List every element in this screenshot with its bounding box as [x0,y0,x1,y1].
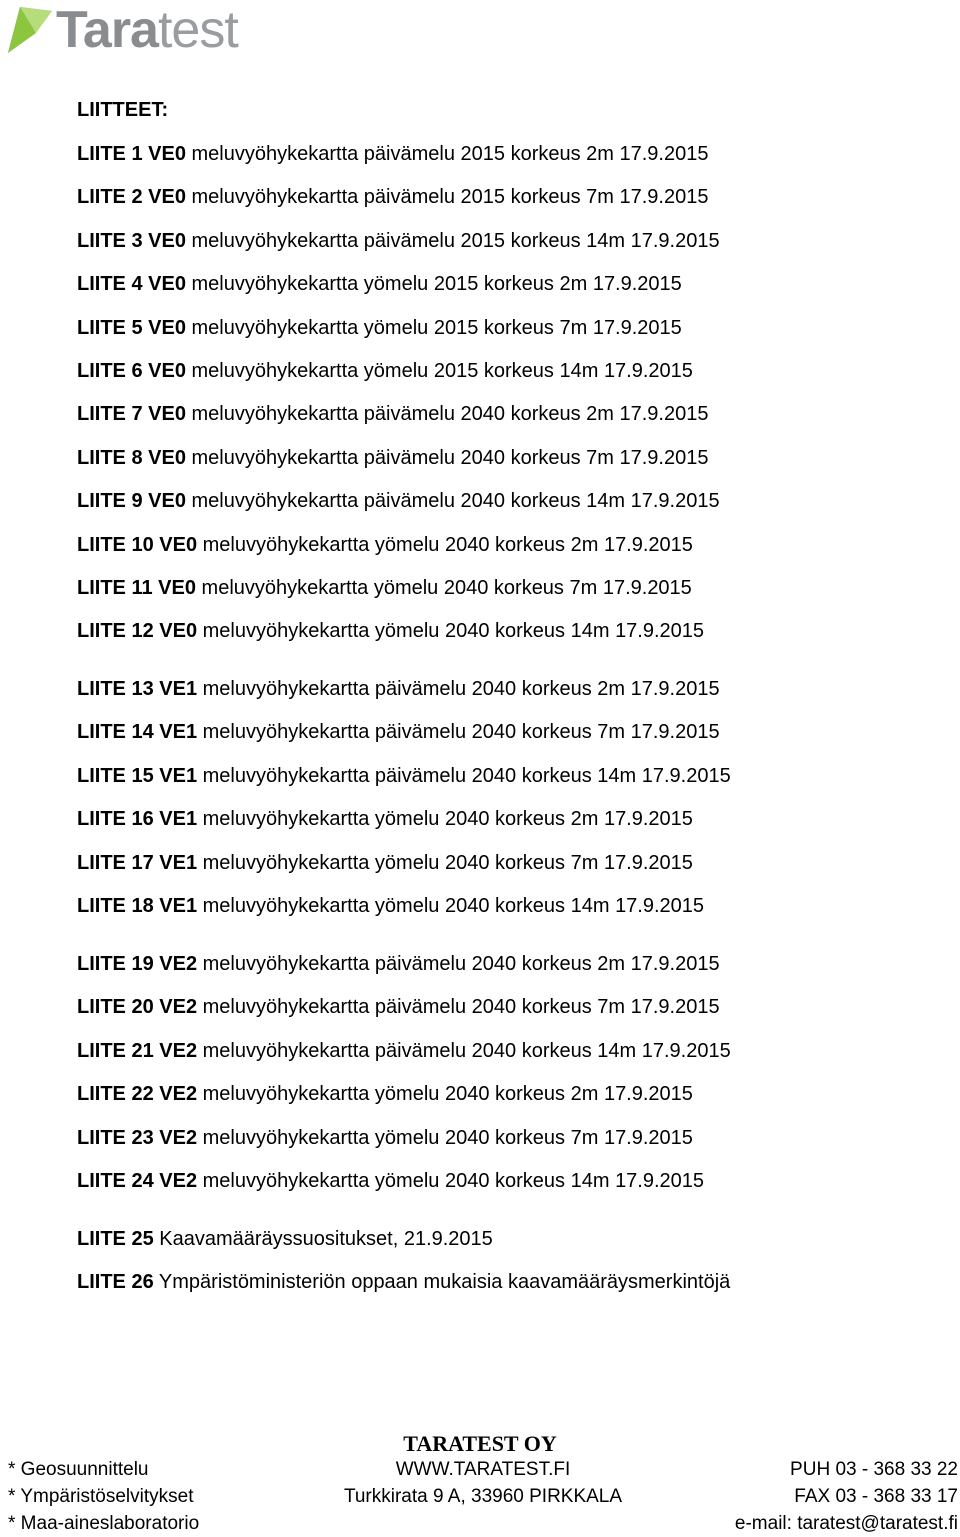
attachment-label: LIITE 9 [77,490,143,513]
attachment-variant: VE1 [159,851,198,874]
attachment-item [77,617,704,645]
footer-contact: FAX 03 - 368 33 17 [794,1486,958,1507]
attachment-variant: VE1 [159,764,198,787]
attachment-description: meluvyöhykekartta päivämelu 2015 korkeus 14m 17.9.2015 [191,229,720,252]
attachment-description: meluvyöhykekartta päivämelu 2015 korkeus 2m 17.9.2015 [191,143,709,165]
attachment-description: meluvyöhykekartta päivämelu 2040 korkeus 14m 17.9.2015 [202,1039,731,1062]
attachment-item [77,892,704,920]
attachment-description: meluvyöhykekartta yömelu 2040 korkeus 14m 17.9.2015 [202,895,705,917]
attachment-description: meluvyöhykekartta yömelu 2040 korkeus 7m 17.9.2015 [201,577,692,599]
attachment-description: meluvyöhykekartta yömelu 2040 korkeus 2m 17.9.2015 [202,808,693,831]
attachment-item [77,314,682,342]
attachment-description: meluvyöhykekartta päivämelu 2040 korkeus 7m 17.9.2015 [202,996,720,1019]
attachment-description: meluvyöhykekartta yömelu 2040 korkeus 7m 17.9.2015 [202,851,693,874]
attachment-label: LIITE 14 [77,721,154,744]
attachment-label: LIITE 4 [77,273,143,296]
attachment-item [77,718,720,746]
attachment-description: Kaavamääräyssuositukset, 21.9.2015 [159,1228,493,1250]
attachment-label: LIITE 22 [77,1083,154,1106]
attachment-variant: VE2 [159,1126,198,1149]
attachment-label: LIITE 15 [77,764,154,787]
attachment-variant: VE0 [148,143,186,165]
attachment-description: meluvyöhykekartta päivämelu 2040 korkeus 2m 17.9.2015 [191,403,709,426]
attachment-variant: VE0 [159,533,198,556]
footer-contact: PUH 03 - 368 33 22 [790,1459,958,1480]
attachment-description: meluvyöhykekartta yömelu 2015 korkeus 2m 17.9.2015 [191,273,682,296]
attachment-variant: VE0 [148,316,186,339]
attachment-description: meluvyöhykekartta yömelu 2015 korkeus 14m 17.9.2015 [191,360,693,382]
attachment-variant: VE0 [148,403,186,426]
attachment-label: LIITE 13 [77,678,154,700]
attachment-variant: VE1 [159,808,198,831]
footer-company-name: TARATEST OY [403,1431,557,1456]
attachment-item [77,950,720,978]
attachment-variant: VE2 [159,1083,198,1106]
attachment-item [77,444,708,472]
attachment-label: LIITE 5 [77,316,143,339]
attachment-label: LIITE 1 [77,143,143,165]
attachment-label: LIITE 16 [77,808,154,831]
attachment-label: LIITE 17 [77,851,154,874]
attachment-item [77,675,720,703]
attachment-description: meluvyöhykekartta päivämelu 2015 korkeus 7m 17.9.2015 [191,186,709,209]
attachment-label: LIITE 11 [77,577,153,599]
footer-contact: e-mail: taratest@taratest.fi [734,1513,958,1534]
attachment-description: Ympäristöministeriön oppaan mukaisia kaavamääräysmerkintöjä [158,1271,731,1293]
attachment-description: meluvyöhykekartta päivämelu 2040 korkeus 2m 17.9.2015 [202,678,720,700]
attachment-variant: VE1 [159,895,198,917]
attachment-item [77,183,708,211]
attachment-item [77,1167,704,1195]
attachment-variant: VE0 [148,490,186,513]
attachment-item [77,993,720,1021]
attachment-item [77,849,693,877]
attachment-description: meluvyöhykekartta päivämelu 2040 korkeus 14m 17.9.2015 [191,490,720,513]
attachment-description: meluvyöhykekartta päivämelu 2040 korkeus 7m 17.9.2015 [191,446,709,469]
attachment-label: LIITE 25 [77,1228,154,1250]
attachment-label: LIITE 6 [77,360,143,382]
footer-service: * Maa-aineslaboratorio [8,1513,200,1534]
attachment-description: meluvyöhykekartta yömelu 2040 korkeus 2m 17.9.2015 [202,533,693,556]
attachment-item [77,574,692,602]
attachment-label: LIITE 12 [77,620,154,643]
attachment-item [77,357,693,385]
taratest-logo [6,2,238,58]
attachment-item [77,270,682,298]
footer-address: WWW.TARATEST.FI [395,1459,571,1480]
attachment-label: LIITE 26 [77,1271,154,1293]
attachment-item [77,487,720,515]
attachment-variant: VE0 [158,577,196,599]
attachment-label: LIITE 20 [77,996,154,1019]
attachment-variant: VE0 [148,273,186,296]
attachment-description: meluvyöhykekartta yömelu 2040 korkeus 14m 17.9.2015 [202,620,705,643]
attachment-description: meluvyöhykekartta päivämelu 2040 korkeus 2m 17.9.2015 [202,953,720,975]
attachment-description: meluvyöhykekartta päivämelu 2040 korkeus 14m 17.9.2015 [202,764,731,787]
attachment-label: LIITE 23 [77,1126,154,1149]
attachment-item [77,1080,693,1108]
attachment-description: meluvyöhykekartta päivämelu 2040 korkeus 7m 17.9.2015 [202,721,720,744]
attachment-variant: VE0 [148,360,186,382]
attachment-label: LIITE 3 [77,229,143,252]
taratest-logo-icon [6,5,54,55]
attachment-label: LIITE 19 [77,953,154,975]
attachment-description: meluvyöhykekartta yömelu 2015 korkeus 7m 17.9.2015 [191,316,682,339]
attachment-description: meluvyöhykekartta yömelu 2040 korkeus 2m 17.9.2015 [202,1083,693,1106]
attachment-variant: VE2 [159,996,198,1019]
attachment-variant: VE0 [148,229,186,252]
attachment-variant: VE2 [159,1039,198,1062]
attachment-variant: VE1 [159,678,198,700]
attachment-description: meluvyöhykekartta yömelu 2040 korkeus 7m 17.9.2015 [202,1126,693,1149]
attachment-variant: VE0 [148,186,186,209]
attachment-item [77,1225,493,1253]
attachment-variant: VE2 [159,953,198,975]
attachment-variant: VE0 [148,446,186,469]
attachment-variant: VE2 [159,1170,198,1192]
attachment-label: LIITE 7 [77,403,143,426]
attachment-label: LIITE 8 [77,446,143,469]
footer-service: * Ympäristöselvitykset [8,1486,194,1507]
attachment-item [77,762,731,790]
attachment-variant: VE1 [159,721,198,744]
attachment-item [77,140,708,168]
attachment-item [77,1268,730,1296]
attachment-label: LIITE 18 [77,895,154,917]
attachment-label: LIITE 2 [77,186,143,209]
footer-address: Turkkirata 9 A, 33960 PIRKKALA [343,1486,623,1507]
attachment-item [77,531,693,559]
attachment-description: meluvyöhykekartta yömelu 2040 korkeus 14m 17.9.2015 [202,1170,705,1192]
attachments-heading: LIITTEET: [77,99,169,121]
attachment-item [77,400,708,428]
attachment-label: LIITE 24 [77,1170,154,1192]
logo-wordmark: Taratest [56,1,238,59]
attachment-item [77,227,720,255]
attachment-item [77,1124,693,1152]
footer-service: * Geosuunnittelu [8,1459,149,1480]
attachment-item [77,805,693,833]
attachment-item [77,1037,731,1065]
attachment-label: LIITE 10 [77,533,154,556]
attachment-variant: VE0 [159,620,198,643]
attachment-label: LIITE 21 [77,1039,154,1062]
